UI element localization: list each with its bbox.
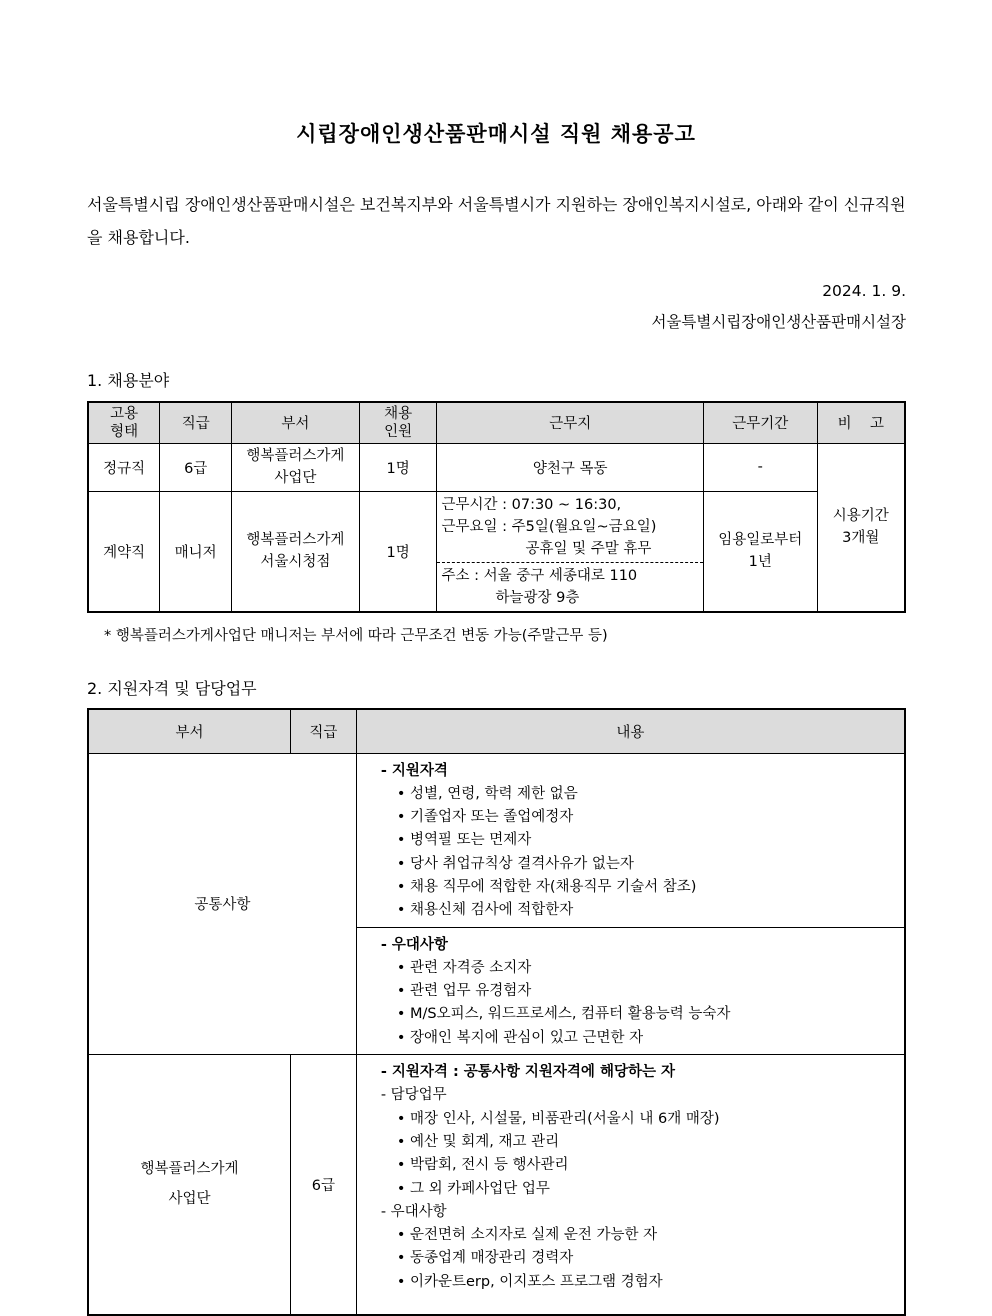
section1-heading: 1. 채용분야 <box>87 371 170 390</box>
list-item: • 기졸업자 또는 졸업예정자 <box>396 809 574 826</box>
happy-grade-cell: 6급 <box>290 1055 356 1315</box>
period-cell: 임용일로부터 1년 <box>703 491 817 612</box>
list-item: • 관련 자격증 소지자 <box>396 959 532 976</box>
headcount-cell: 1명 <box>359 443 437 491</box>
page-title: 시립장애인생산품판매시설 직원 채용공고 <box>296 122 696 146</box>
header-headcount: 채용 인원 <box>359 402 437 443</box>
workplace-cell: 양천구 목동 <box>437 443 703 491</box>
list-item: • 관련 업무 유경험자 <box>396 983 532 1000</box>
header-employment-type: 고용 형태 <box>88 402 160 443</box>
work-address: 주소 : 서울 중구 세종대로 110 하늘광장 9층 <box>441 567 638 606</box>
headcount-cell: 1명 <box>359 491 437 612</box>
list-item: • 그 외 카페사업단 업무 <box>396 1180 550 1197</box>
list-item: • 당사 취업규칙상 결격사유가 없는자 <box>396 855 634 872</box>
header-department: 부서 <box>88 709 290 753</box>
grade-cell: 6급 <box>160 443 232 491</box>
footnote: * 행복플러스가게사업단 매니저는 부서에 따라 근무조건 변동 가능(주말근무 등) <box>104 628 608 644</box>
qualification-table <box>87 708 906 1316</box>
list-item: • 박람회, 전시 등 행사관리 <box>396 1157 569 1174</box>
header-remarks: 비 고 <box>817 402 905 443</box>
list-item: • 성별, 연령, 학력 제한 없음 <box>396 785 578 802</box>
grade-cell: 매니저 <box>160 491 232 612</box>
list-item: • 매장 인사, 시설물, 비품관리(서울시 내 6개 매장) <box>396 1110 720 1127</box>
workplace-detail-cell <box>437 491 703 612</box>
list-item: • M/S오피스, 워드프로세스, 컴퓨터 활용능력 능숙자 <box>396 1006 731 1023</box>
work-schedule: 근무시간 : 07:30 ~ 16:30, 근무요일 : 주5일(월요일~금요일) 공휴일 및 주말 휴무 <box>437 492 702 563</box>
list-item: • 장애인 복지에 관심이 있고 근면한 자 <box>396 1029 644 1046</box>
list-item: • 운전면허 소지자로 실제 운전 가능한 자 <box>396 1227 658 1244</box>
department-cell: 행복플러스가게 사업단 <box>232 443 360 491</box>
table-row <box>88 753 905 927</box>
department-cell: 행복플러스가게 서울시청점 <box>232 491 360 612</box>
table-row <box>88 443 905 491</box>
common-qualifications: - 지원자격 • 성별, 연령, 학력 제한 없음 • 기졸업자 또는 졸업예정자 • 병역필 또는 면제자 • 당사 취업규칙상 결격사유가 없는자 • 채용 직무에 적합한 자(채용직무 기술서 참조) • 채용신체 검사에 적합한자 <box>356 753 905 927</box>
intro-paragraph: 서울특별시립 장애인생산품판매시설은 보건복지부와 서울특별시가 지원하는 장애인복지시설로, 아래와 같이 신규직원을 채용합니다. <box>87 195 906 247</box>
header-content: 내용 <box>356 709 905 753</box>
list-item: • 동종업계 매장관리 경력자 <box>396 1250 574 1267</box>
header-grade: 직급 <box>290 709 356 753</box>
period-cell: - <box>703 443 817 491</box>
header-period: 근무기간 <box>703 402 817 443</box>
table-row <box>88 1055 905 1315</box>
list-item: • 병역필 또는 면제자 <box>396 832 532 849</box>
list-item: • 채용신체 검사에 적합한자 <box>396 902 574 919</box>
common-preferences: - 우대사항 • 관련 자격증 소지자 • 관련 업무 유경험자 • M/S오피스, 워드프로세스, 컴퓨터 활용능력 능숙자 • 장애인 복지에 관심이 있고 근면한 자 <box>356 927 905 1054</box>
happy-details: - 지원자격 : 공통사항 지원자격에 해당하는 자 - 담당업무 • 매장 인사, 시설물, 비품관리(서울시 내 6개 매장) • 예산 및 회계, 재고 관리 • 박람회, 전시 등 행사관리 • 그 외 카페사업단 업무 - 우대사항 • 운전면허 소지자로 실제 운전 가능한 자 • 동종업계 매장관리 경력자 • 이카운트erp, 이지포스 프로그램 경험자 <box>356 1055 905 1315</box>
list-item: • 예산 및 회계, 재고 관리 <box>396 1133 560 1150</box>
header-grade: 직급 <box>160 402 232 443</box>
header-department: 부서 <box>232 402 360 443</box>
list-item: • 이카운트erp, 이지포스 프로그램 경험자 <box>396 1273 663 1290</box>
table-row <box>88 491 905 612</box>
remarks-cell: 시용기간 3개월 <box>817 443 905 612</box>
recruitment-field-table <box>87 401 906 613</box>
section2-heading: 2. 지원자격 및 담당업무 <box>87 679 257 698</box>
announcement-date: 2024. 1. 9. <box>822 282 906 300</box>
happy-department-cell: 행복플러스가게 사업단 <box>88 1055 290 1315</box>
common-label-cell: 공통사항 <box>88 753 356 1055</box>
header-workplace: 근무지 <box>437 402 703 443</box>
employment-type-cell: 계약직 <box>88 491 160 612</box>
issuer-name: 서울특별시립장애인생산품판매시설장 <box>651 313 906 331</box>
employment-type-cell: 정규직 <box>88 443 160 491</box>
list-item: • 채용 직무에 적합한 자(채용직무 기술서 참조) <box>396 878 697 895</box>
